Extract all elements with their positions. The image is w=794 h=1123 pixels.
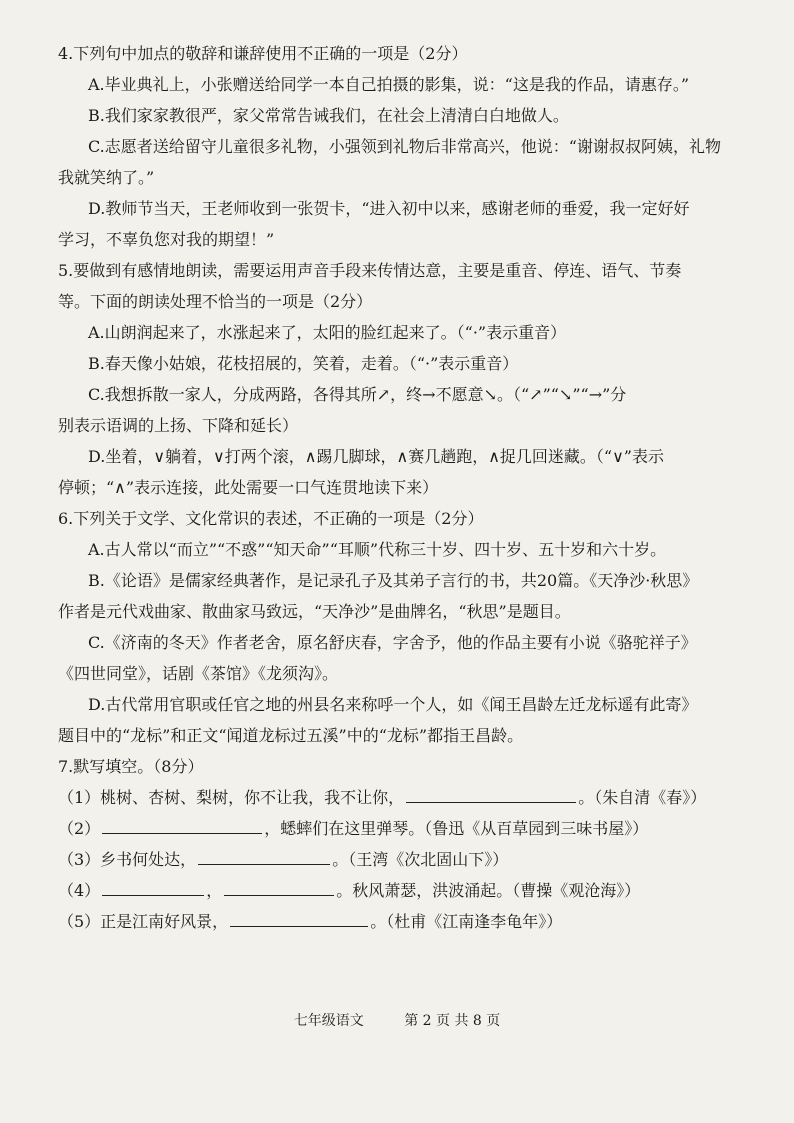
q7-fill-2: [58, 813, 754, 844]
question-6: [58, 503, 754, 751]
q6-stem: 6.下列关于文学、文化常识的表述，不正确的一项是（2分）: [58, 509, 484, 528]
q5-stem-line2: 等。下面的朗读处理不恰当的一项是（2分）: [58, 292, 373, 311]
question-4: [58, 38, 754, 255]
q5-option-d-line1: D.坐着，∨躺着，∨打两个滚，∧踢几脚球，∧赛几趟跑，∧捉几回迷藏。（“∨”表示: [88, 447, 664, 466]
q5-option-b: B.春天像小姑娘，花枝招展的，笑着，走着。（“·”表示重音）: [88, 354, 519, 373]
fill-5-prompt: （5）正是江南好风景，: [58, 912, 229, 931]
q4-option-d-line2: 学习，不辜负您对我的期望！”: [58, 230, 275, 249]
q4-option-b: B.我们家家教很严，家父常常告诫我们，在社会上清清白白地做人。: [88, 106, 569, 125]
answer-blank-2[interactable]: [102, 815, 262, 834]
fill-4-number: （4）: [58, 881, 101, 900]
q7-fill-1: [58, 782, 754, 813]
q5-option-a: A.山朗润起来了，水涨起来了，太阳的脸红起来了。（“·”表示重音）: [88, 323, 567, 342]
q6-option-a: A.古人常以“而立”“不惑”“知天命”“耳顺”代称三十岁、四十岁、五十岁和六十岁。: [88, 540, 667, 559]
answer-blank-5[interactable]: [230, 908, 368, 927]
fill-2-number: （2）: [58, 819, 101, 838]
q6-option-d-line1: D.古代常用官职或任官之地的州县名来称呼一个人，如《闻王昌龄左迁龙标遥有此寄》: [88, 695, 698, 714]
fill-3-prompt: （3）乡书何处达，: [58, 850, 197, 869]
q5-option-d-line2: 停顿；“∧”表示连接，此处需要一口气连贯地读下来）: [58, 478, 439, 497]
footer-subject: 七年级语文: [293, 1013, 364, 1029]
fill-5-source: 。（杜甫《江南逢李龟年》）: [370, 912, 563, 931]
q6-option-c-line2: 《四世同堂》，话剧《茶馆》《龙须沟》。: [58, 664, 339, 683]
page-footer: [0, 1010, 794, 1030]
answer-blank-1[interactable]: [406, 784, 576, 803]
q7-fill-5: [58, 906, 754, 937]
answer-blank-4a[interactable]: [102, 877, 204, 896]
footer-page-number: 第 2 页 共 8 页: [404, 1013, 501, 1029]
answer-blank-4b[interactable]: [224, 877, 334, 896]
question-7: [58, 751, 754, 937]
fill-4-comma: ，: [206, 881, 223, 900]
q5-option-c-line1: C.我想拆散一家人，分成两路，各得其所↗，终→不愿意↘。（“↗”“↘”“→”分: [88, 385, 627, 404]
answer-blank-3[interactable]: [198, 846, 330, 865]
q4-stem: 4.下列句中加点的敬辞和谦辞使用不正确的一项是（2分）: [58, 44, 468, 63]
q5-option-c-line2: 别表示语调的上扬、下降和延长）: [58, 416, 299, 435]
q6-option-b-line2: 作者是元代戏曲家、散曲家马致远，“天净沙”是曲牌名，“秋思”是题目。: [58, 602, 571, 621]
fill-2-prompt: ，蟋蟀们在这里弹琴。（鲁迅《从百草园到三味书屋》）: [264, 819, 649, 838]
q6-option-d-line2: 题目中的“龙标”和正文“闻道龙标过五溪”中的“龙标”都指王昌龄。: [58, 726, 524, 745]
q5-stem-line1: 5.要做到有感情地朗读，需要运用声音手段来传情达意，主要是重音、停连、语气、节奏: [58, 261, 682, 280]
q4-option-a: A.毕业典礼上，小张赠送给同学一本自己拍摄的影集，说：“这是我的作品，请惠存。”: [88, 75, 690, 94]
q6-option-b-line1: B.《论语》是儒家经典著作，是记录孔子及其弟子言行的书，共20篇。《天净沙·秋思》: [88, 571, 699, 590]
q4-option-c-line2: 我就笑纳了。”: [58, 168, 155, 187]
q7-stem: 7.默写填空。（8分）: [58, 757, 204, 776]
q4-option-d-line1: D.教师节当天，王老师收到一张贺卡，“进入初中以来，感谢老师的垂爱，我一定好好: [88, 199, 690, 218]
q6-option-c-line1: C.《济南的冬天》作者老舍，原名舒庆春，字舍予，他的作品主要有小说《骆驼祥子》: [88, 633, 697, 652]
fill-3-source: 。（王湾《次北固山下》）: [332, 850, 509, 869]
q7-fill-3: [58, 844, 754, 875]
fill-1-prompt: （1）桃树、杏树、梨树，你不让我，我不让你，: [58, 788, 405, 807]
fill-1-source: 。（朱自清《春》）: [578, 788, 707, 807]
fill-4-prompt: 。秋风萧瑟，洪波涌起。（曹操《观沧海》）: [336, 881, 641, 900]
question-5: [58, 255, 754, 503]
q7-fill-4: [58, 875, 754, 906]
q4-option-c-line1: C.志愿者送给留守儿童很多礼物，小强领到礼物后非常高兴，他说：“谢谢叔叔阿姨，礼物: [88, 137, 721, 156]
